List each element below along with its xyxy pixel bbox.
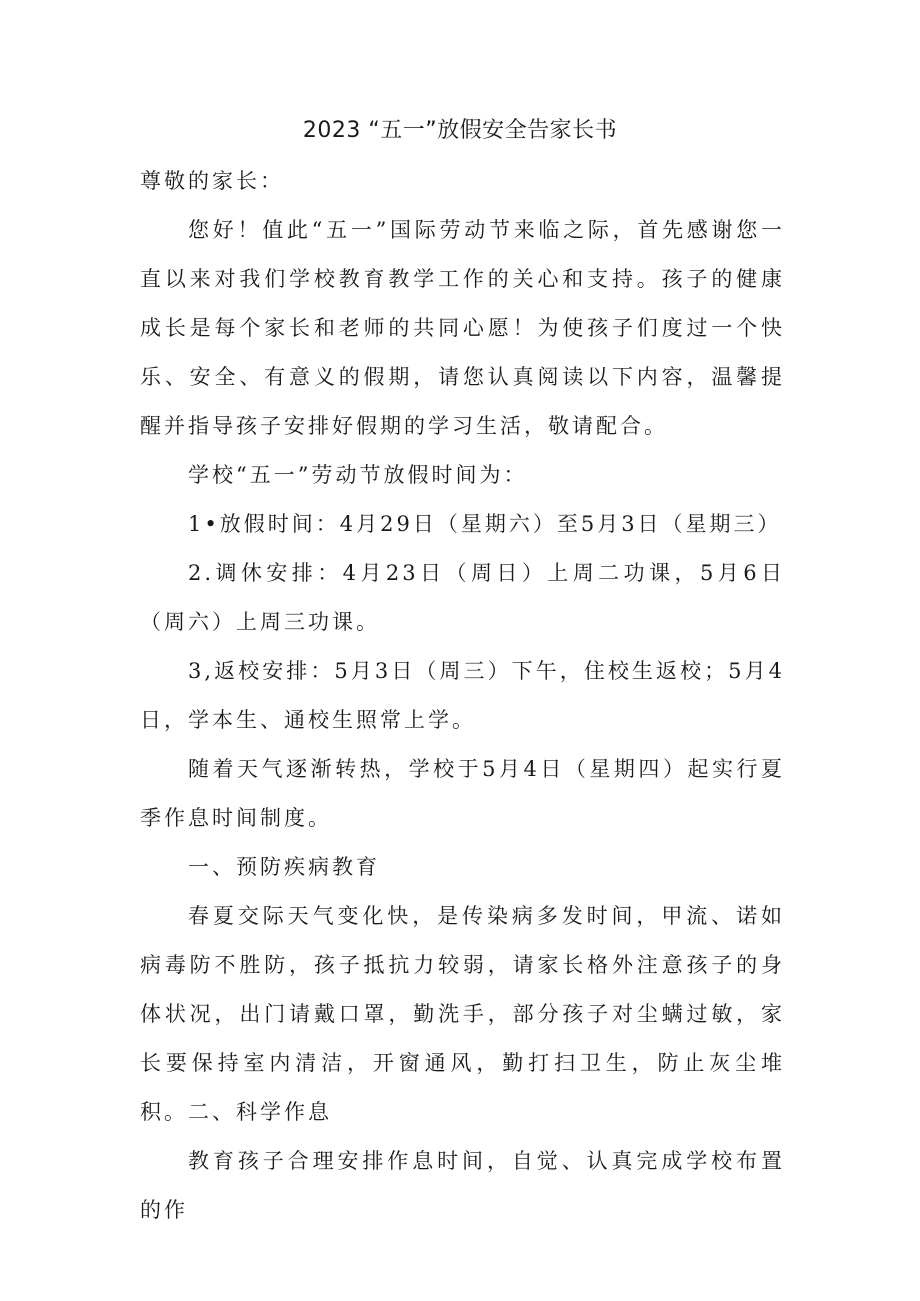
paragraph-return-schedule: 3,返校安排：5月3日（周三）下午，住校生返校；5月4日，学本生、通校生照常上学。	[140, 659, 785, 732]
paragraph-holiday-time: 1•放假时间：4月29日（星期六）至5月3日（星期三）	[188, 512, 782, 536]
paragraph-disease-prevention: 春夏交际天气变化快，是传染病多发时间，甲流、诺如病毒防不胜防，孩子抵抗力较弱，请家长格外注意孩子的身体状况，出门请戴口罩，勤洗手，部分孩子对尘螨过敏，家长要保持室内清洁，开窗通风，勤打扫卫生，防止灰尘堆积。	[140, 904, 785, 1124]
paragraph-greeting: 您好！值此“五一”国际劳动节来临之际，首先感谢您一直以来对我们学校教育教学工作的关心和支持。孩子的健康成长是每个家长和老师的共同心愿！为使孩子们度过一个快乐、安全、有意义的假期，请您认真阅读以下内容，温馨提醒并指导孩子安排好假期的学习生活，敬请配合。	[140, 218, 785, 438]
paragraph-summer-timetable: 随着天气逐渐转热，学校于5月4日（星期四）起实行夏季作息时间制度。	[140, 757, 785, 830]
section-heading-disease-prevention: 一、预防疾病教育	[188, 855, 380, 879]
paragraph-scientific-schedule: 教育孩子合理安排作息时间，自觉、认真完成学校布置的作	[140, 1149, 785, 1222]
section-heading-scientific-schedule: 二、科学作息	[188, 1100, 332, 1124]
salutation: 尊敬的家长：	[140, 169, 284, 193]
paragraph-holiday-schedule-intro: 学校“五一”劳动节放假时间为：	[188, 463, 528, 487]
document-title: 2023 “五一”放假安全告家长书	[302, 118, 618, 143]
paragraph-makeup-schedule: 2.调休安排：4月23日（周日）上周二功课，5月6日（周六）上周三功课。	[140, 561, 785, 634]
